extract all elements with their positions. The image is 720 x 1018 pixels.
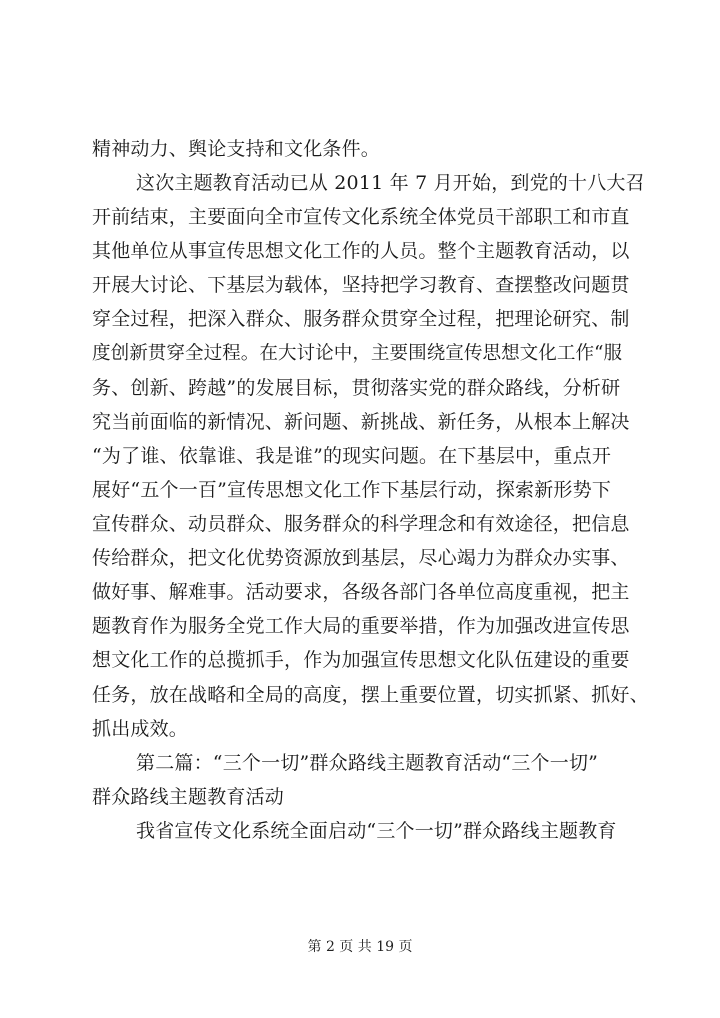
text-line: 开前结束，主要面向全市宣传文化系统全体党员干部职工和市直 [92, 206, 630, 229]
text-line: 开展大讨论、下基层为载体，坚持把学习教育、查摆整改问题贯 [92, 274, 630, 297]
text-line: 穿全过程，把深入群众、服务群众贯穿全过程，把理论研究、制 [92, 308, 630, 331]
text-line: 展好“五个一百”宣传思想文化工作下基层行动，探索新形势下 [92, 478, 612, 501]
text-line: 想文化工作的总揽抓手，作为加强宣传思想文化队伍建设的重要 [92, 649, 630, 672]
text-line: 我省宣传文化系统全面启动“三个一切”群众路线主题教育 [136, 819, 617, 842]
section-heading-continued: 群众路线主题教育活动 [92, 785, 285, 808]
text-line: 度创新贯穿全过程。在大讨论中，主要围绕宣传思想文化工作“服 [92, 342, 623, 364]
text-line: 这次主题教育活动已从 2011 年 7 月开始，到党的十八大召 [136, 172, 645, 195]
text-line: 其他单位从事宣传思想文化工作的人员。整个主题教育活动，以 [92, 240, 630, 263]
text-line: 做好事、解难事。活动要求，各级各部门各单位高度重视，把主 [92, 581, 630, 604]
section-heading: 第二篇：“三个一切”群众路线主题教育活动“三个一切” [136, 751, 599, 774]
text-line: 宣传群众、动员群众、服务群众的科学理念和有效途径，把信息 [92, 513, 630, 536]
page-number-footer: 第 2 页 共 19 页 [307, 939, 413, 955]
text-line: 传给群众，把文化优势资源放到基层，尽心竭力为群众办实事、 [92, 547, 630, 570]
text-line: 究当前面临的新情况、新问题、新挑战、新任务，从根本上解决 [92, 410, 630, 433]
body-text [92, 132, 672, 848]
text-line: 任务，放在战略和全局的高度，摆上重要位置，切实抓紧、抓好、 [92, 683, 649, 706]
text-line: 务、创新、跨越”的发展目标，贯彻落实党的群众路线，分析研 [92, 376, 621, 399]
text-line: 抓出成效。 [92, 717, 189, 740]
text-line: 精神动力、舆论支持和文化条件。 [92, 138, 381, 160]
text-line: 题教育作为服务全党工作大局的重要举措，作为加强改进宣传思 [92, 615, 630, 638]
text-line: “为了谁、依靠谁、我是谁”的现实问题。在下基层中，重点开 [92, 444, 612, 467]
